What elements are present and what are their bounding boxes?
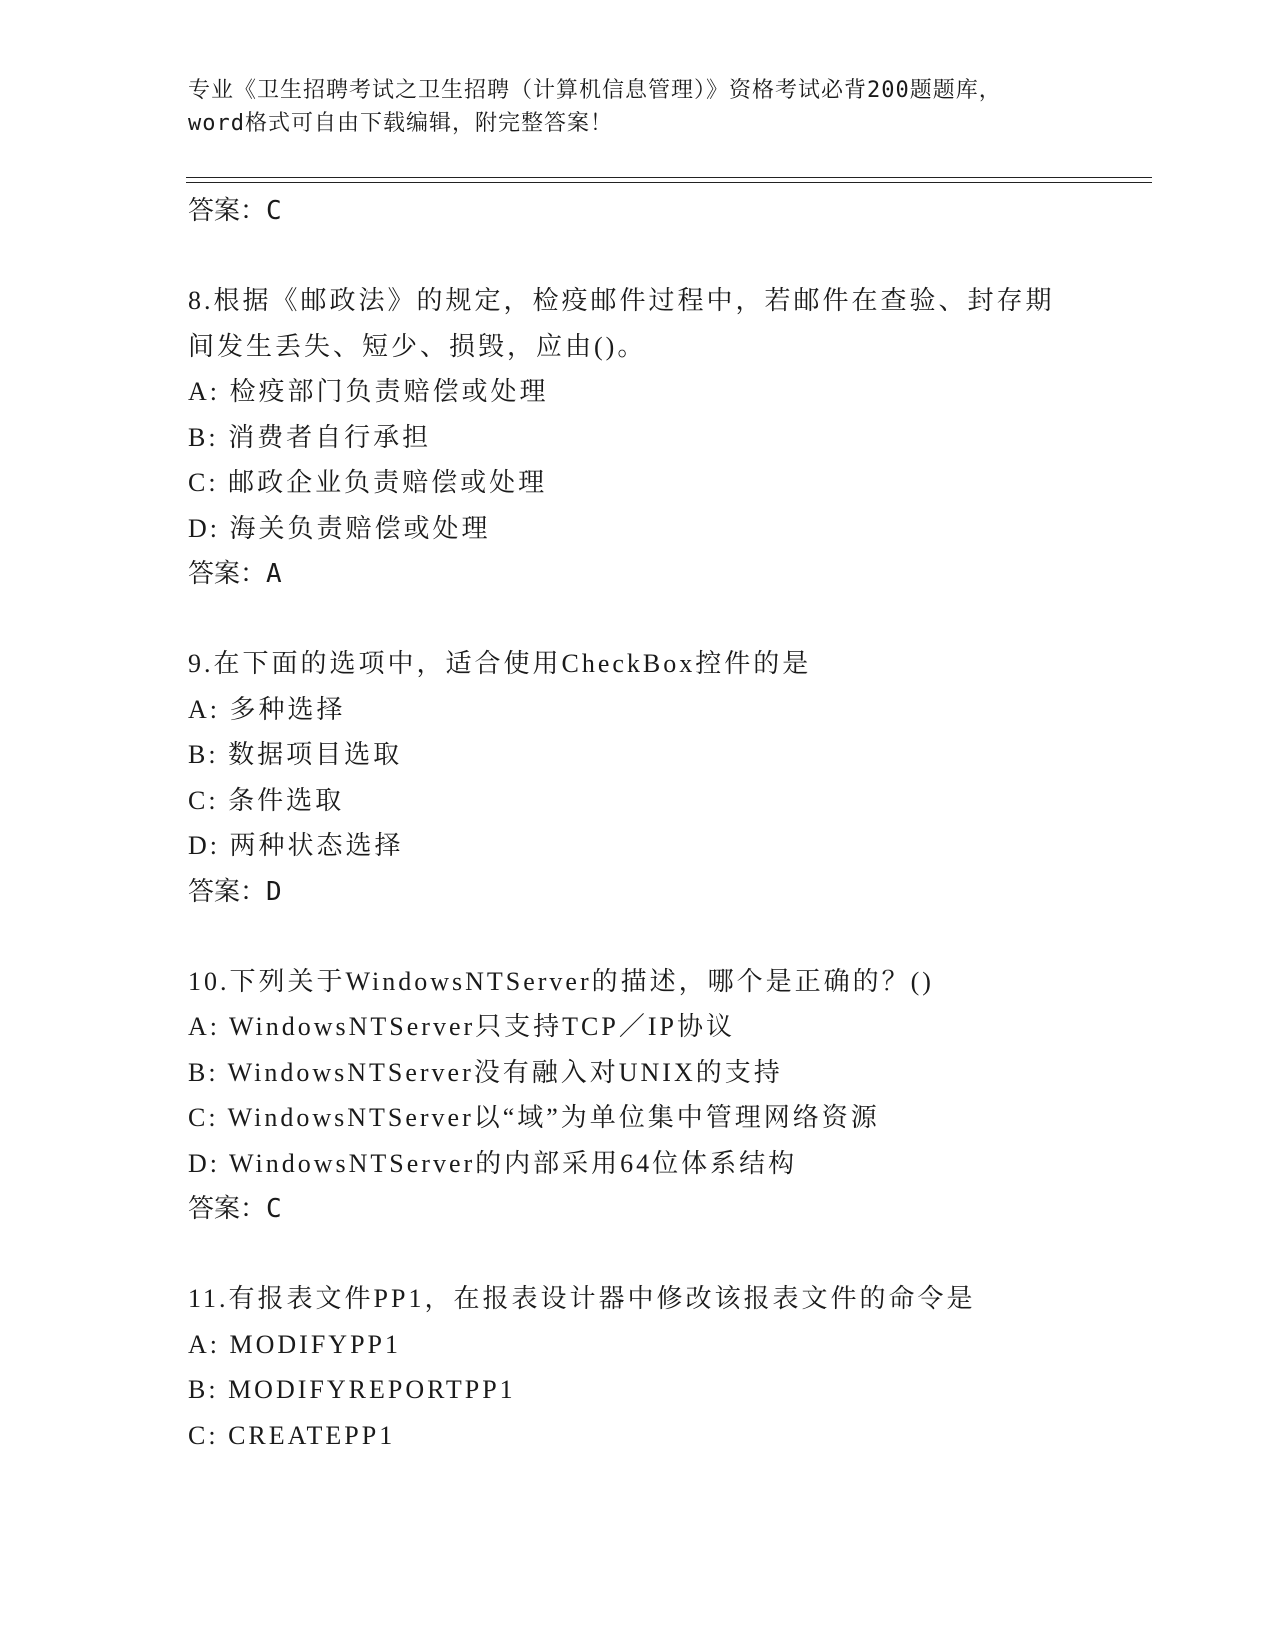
option-b: B: 数据项目选取 bbox=[188, 740, 403, 769]
option-d: D: 两种状态选择 bbox=[188, 831, 404, 860]
question-line: 9.在下面的选项中，适合使用CheckBox控件的是 bbox=[188, 649, 812, 678]
option-c: C: CREATEPP1 bbox=[188, 1420, 396, 1450]
question-line: 间发生丢失、短少、损毁，应由()。 bbox=[188, 331, 647, 361]
answer-label: 答案：A bbox=[188, 559, 282, 589]
option-b: B: WindowsNTServer没有融入对UNIX的支持 bbox=[188, 1057, 783, 1087]
spacer bbox=[188, 234, 1148, 278]
question-line: 8.根据《邮政法》的规定，检疫邮件过程中，若邮件在查验、封存期 bbox=[188, 286, 1055, 315]
header-divider-top bbox=[186, 177, 1152, 178]
header-line-2: word格式可自由下载编辑，附完整答案！ bbox=[188, 111, 613, 136]
option-a: A: 多种选择 bbox=[188, 694, 346, 724]
answer-label: 答案：C bbox=[188, 196, 282, 226]
question-text bbox=[188, 641, 1148, 687]
question-item bbox=[188, 959, 1148, 1233]
option-d: D: WindowsNTServer的内部采用64位体系结构 bbox=[188, 1148, 798, 1178]
question-item bbox=[188, 641, 1148, 915]
header-line-1: 专业《卫生招聘考试之卫生招聘（计算机信息管理）》资格考试必背200题题库， bbox=[188, 78, 1002, 103]
question-line: 10.下列关于WindowsNTServer的描述，哪个是正确的？() bbox=[188, 966, 934, 996]
question-item bbox=[188, 1276, 1148, 1458]
question-text bbox=[188, 1276, 1148, 1322]
answer-label: 答案：C bbox=[188, 1194, 282, 1224]
document-header bbox=[188, 74, 1088, 140]
question-line: 11.有报表文件PP1，在报表设计器中修改该报表文件的命令是 bbox=[188, 1284, 976, 1313]
question-list bbox=[188, 188, 1148, 1458]
spacer bbox=[188, 1232, 1148, 1276]
spacer bbox=[188, 597, 1148, 641]
option-c: C: 邮政企业负责赔偿或处理 bbox=[188, 468, 548, 497]
option-b: B: 消费者自行承担 bbox=[188, 422, 432, 452]
option-a: A: 检疫部门负责赔偿或处理 bbox=[188, 377, 549, 406]
header-divider-bottom bbox=[186, 182, 1152, 183]
option-b: B: MODIFYREPORTPP1 bbox=[188, 1375, 516, 1404]
option-a: A: MODIFYPP1 bbox=[188, 1329, 401, 1359]
option-d: D: 海关负责赔偿或处理 bbox=[188, 513, 491, 543]
option-c: C: WindowsNTServer以“域”为单位集中管理网络资源 bbox=[188, 1103, 880, 1132]
answer-label: 答案：D bbox=[188, 876, 282, 907]
spacer bbox=[188, 915, 1148, 959]
question-text bbox=[188, 959, 1148, 1005]
question-text bbox=[188, 278, 1148, 369]
option-a: A: WindowsNTServer只支持TCP／IP协议 bbox=[188, 1012, 735, 1041]
question-item bbox=[188, 278, 1148, 597]
option-c: C: 条件选取 bbox=[188, 785, 345, 815]
